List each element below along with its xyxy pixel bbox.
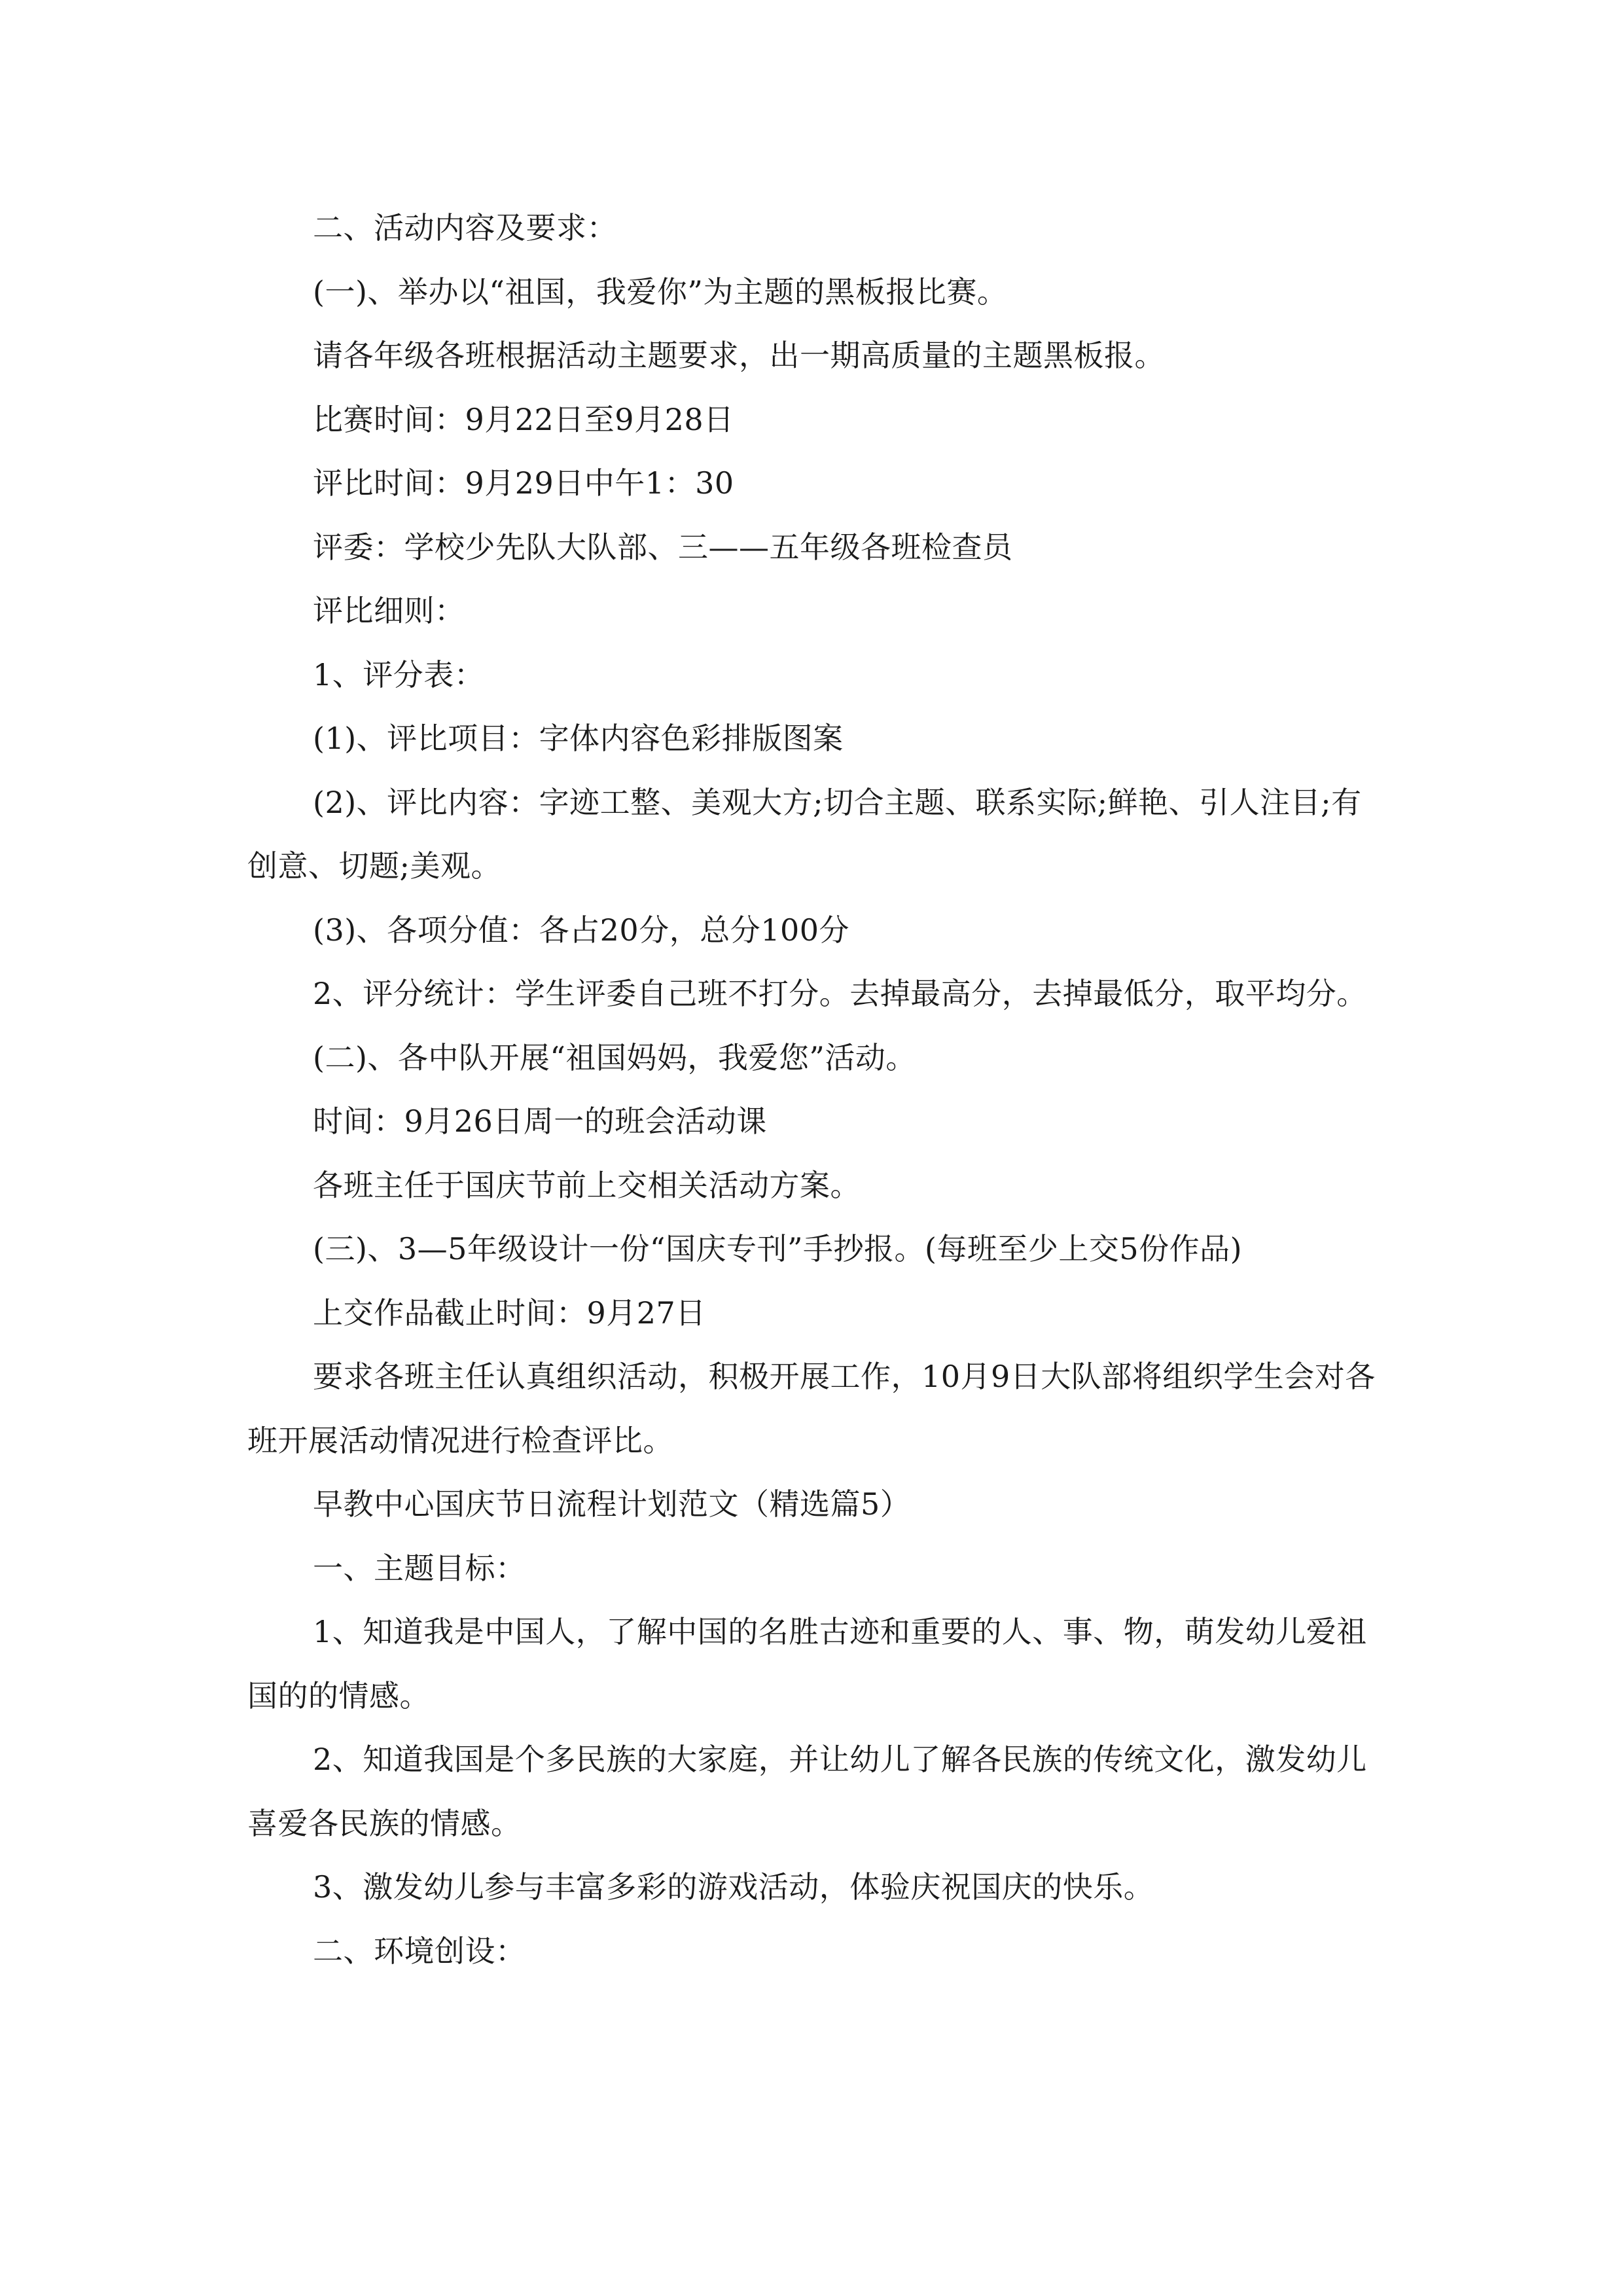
paragraph: (3)、各项分值：各占20分，总分100分 [313, 912, 849, 948]
section-heading: 一、主题目标： [313, 1550, 526, 1586]
paragraph: 评比时间：9月29日中午1：30 [313, 465, 734, 501]
paragraph: 评委：学校少先队大队部、三——五年级各班检查员 [313, 529, 1013, 565]
paragraph: (1)、评比项目：字体内容色彩排版图案 [313, 721, 844, 756]
paragraph: 请各年级各班根据活动主题要求，出一期高质量的主题黑板报。 [313, 338, 1165, 373]
paragraph: 3、激发幼儿参与丰富多彩的游戏活动，体验庆祝国庆的快乐。 [313, 1869, 1154, 1905]
paragraph: (三)、3—5年级设计一份“国庆专刊”手抄报。(每班至少上交5份作品) [313, 1231, 1243, 1266]
paragraph: 2、知道我国是个多民族的大家庭，并让幼儿了解各民族的传统文化，激发幼儿喜爱各民族的情感。 [247, 1742, 1367, 1841]
paragraph: 2、评分统计：学生评委自己班不打分。去掉最高分，去掉最低分，取平均分。 [313, 976, 1367, 1011]
paragraph: (二)、各中队开展“祖国妈妈，我爱您”活动。 [313, 1039, 916, 1075]
paragraph: 1、知道我是中国人，了解中国的名胜古迹和重要的人、事、物，萌发幼儿爱祖国的的情感。 [247, 1614, 1367, 1713]
document-body [247, 196, 1380, 1983]
paragraph: (2)、评比内容：字迹工整、美观大方;切合主题、联系实际;鲜艳、引人注目;有创意、切题;美观。 [247, 784, 1362, 884]
section-heading: 二、环境创设： [313, 1933, 526, 1969]
section-title: 早教中心国庆节日流程计划范文（精选篇5） [313, 1486, 911, 1522]
paragraph: 时间：9月26日周一的班会活动课 [313, 1103, 767, 1139]
paragraph: 要求各班主任认真组织活动，积极开展工作，10月9日大队部将组织学生会对各班开展活动情况进行检查评比。 [247, 1359, 1376, 1458]
paragraph: 上交作品截止时间：9月27日 [313, 1295, 706, 1331]
paragraph: 各班主任于国庆节前上交相关活动方案。 [313, 1167, 861, 1203]
paragraph: 1、评分表： [313, 656, 485, 692]
paragraph: (一)、举办以“祖国，我爱你”为主题的黑板报比赛。 [313, 274, 1008, 310]
paragraph: 评比细则： [313, 593, 465, 628]
section-heading: 二、活动内容及要求： [313, 210, 617, 245]
paragraph: 比赛时间：9月22日至9月28日 [313, 401, 734, 437]
